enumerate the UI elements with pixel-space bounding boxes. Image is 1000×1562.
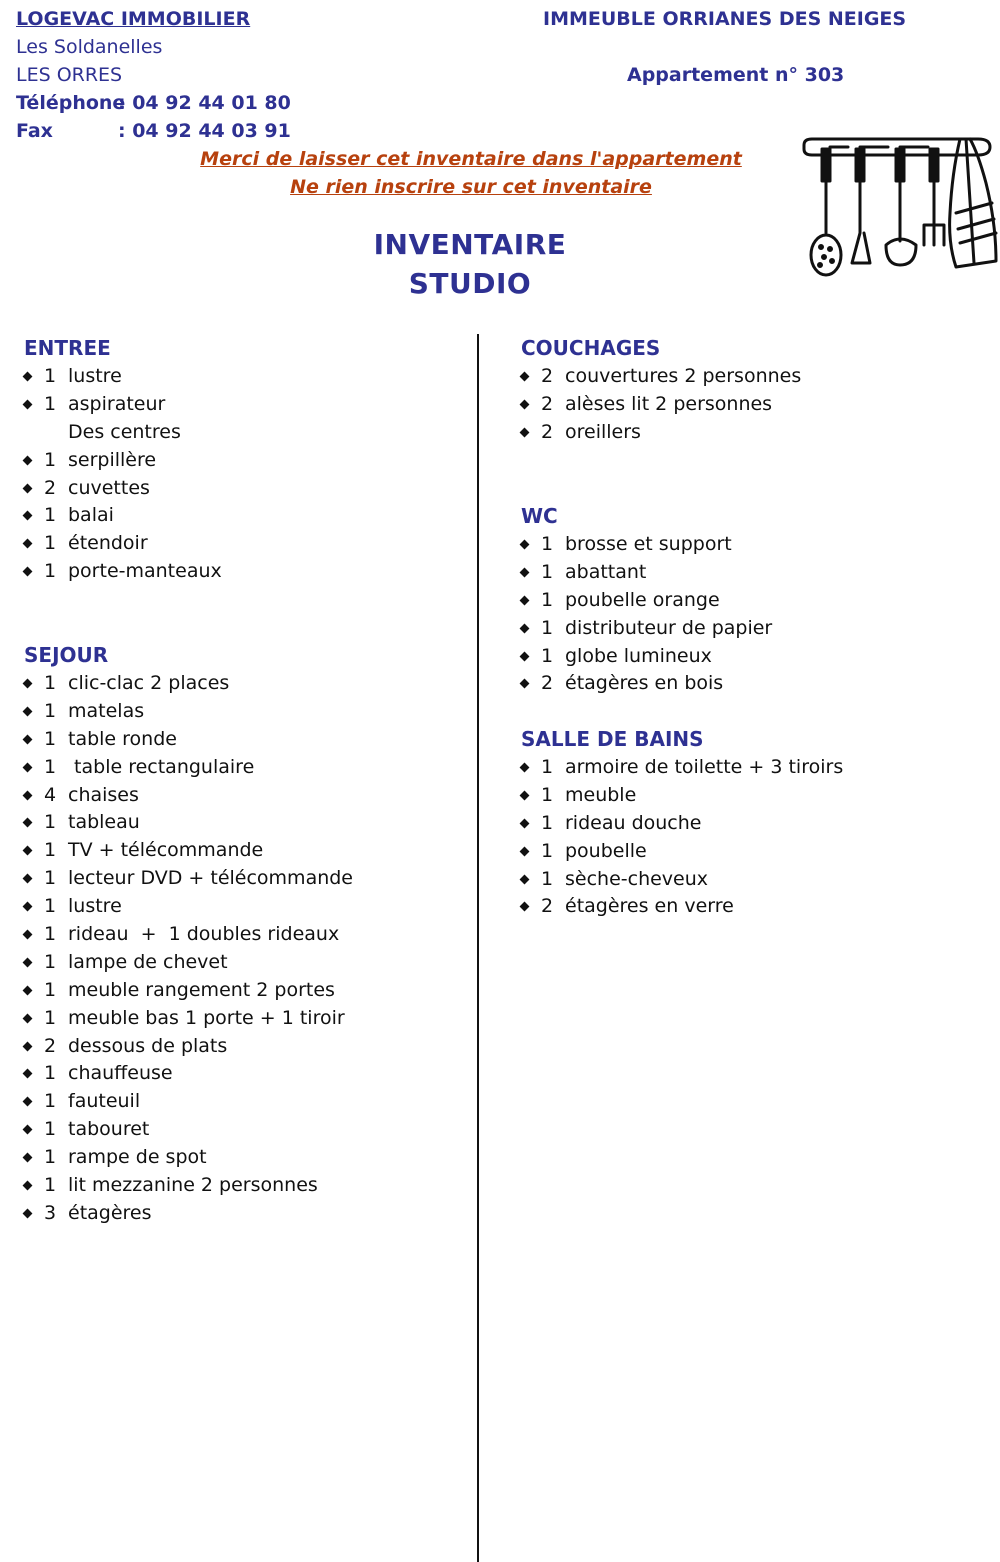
notice-leave-inventory: Merci de laisser cet inventaire dans l'appartement	[200, 148, 742, 170]
agency-address-line2: LES ORRES	[16, 64, 123, 86]
bullet-icon	[23, 1125, 33, 1135]
item-quantity: 1	[44, 392, 57, 415]
agency-address-line1: Les Soldanelles	[16, 36, 163, 58]
list-item	[24, 725, 353, 753]
list-item	[521, 865, 843, 893]
bullet-icon	[23, 846, 33, 856]
item-quantity: 1	[44, 1118, 57, 1141]
bullet-icon	[23, 1097, 33, 1107]
item-quantity: 1	[541, 533, 554, 555]
item-quantity: 1	[44, 1062, 57, 1085]
item-quantity: 1	[44, 532, 57, 555]
fax-number: : 04 92 44 03 91	[118, 120, 291, 142]
list-item	[24, 892, 353, 920]
item-label: dessous de plats	[68, 1034, 228, 1057]
list-item	[521, 642, 772, 670]
bullet-icon	[520, 595, 530, 605]
bullet-icon	[520, 427, 530, 437]
list-item	[521, 390, 801, 418]
item-label: oreillers	[565, 420, 641, 443]
bullet-icon	[23, 567, 33, 577]
section-salle-de-bains	[521, 725, 843, 920]
bullet-icon	[23, 455, 33, 465]
list-item	[521, 809, 843, 837]
item-label: armoire de toilette + 3 tiroirs	[565, 756, 844, 778]
item-label: distributeur de papier	[565, 616, 773, 639]
item-label: lampe de chevet	[68, 950, 228, 973]
item-quantity: 1	[541, 588, 554, 611]
page-subtitle: STUDIO	[408, 267, 532, 300]
bullet-icon	[23, 985, 33, 995]
building-name: IMMEUBLE ORRIANES DES NEIGES	[543, 8, 907, 30]
list-item	[24, 474, 222, 502]
item-quantity: 1	[541, 867, 554, 890]
bullet-icon	[23, 1041, 33, 1051]
item-quantity: 1	[44, 755, 57, 778]
section-title-sejour: SEJOUR	[24, 643, 109, 667]
bullet-icon	[23, 1153, 33, 1163]
list-item	[24, 697, 353, 725]
page-title: INVENTAIRE	[373, 228, 567, 261]
bullet-icon	[23, 902, 33, 912]
item-quantity: 2	[541, 420, 554, 443]
item-label: meuble bas 1 porte + 1 tiroir	[68, 1006, 345, 1029]
list-item	[521, 614, 772, 642]
list-item	[24, 669, 353, 697]
item-quantity: 1	[44, 811, 57, 834]
bullet-icon	[23, 1069, 33, 1079]
item-label: abattant	[565, 560, 647, 583]
list-item	[24, 753, 353, 781]
item-label: poubelle	[565, 839, 647, 862]
column-divider	[477, 334, 479, 1562]
bullet-icon	[23, 930, 33, 940]
item-quantity: 1	[44, 504, 57, 527]
item-label: rideau douche	[565, 811, 702, 834]
item-label: brosse et support	[565, 533, 732, 555]
item-label: lustre	[68, 895, 122, 918]
item-label: fauteuil	[68, 1090, 141, 1113]
item-quantity: 1	[44, 699, 57, 722]
item-label: tabouret	[68, 1118, 150, 1141]
list-item	[24, 390, 222, 418]
list-item	[521, 753, 843, 781]
bullet-icon	[520, 874, 530, 884]
item-quantity: 2	[541, 392, 554, 415]
item-label: lustre	[68, 365, 122, 387]
list-item	[24, 920, 353, 948]
item-quantity: 1	[44, 560, 57, 583]
item-label: meuble rangement 2 portes	[68, 978, 335, 1001]
fax-label: Fax	[16, 120, 53, 142]
list-item	[521, 837, 843, 865]
item-quantity: 1	[541, 616, 554, 639]
item-quantity: 1	[44, 1174, 57, 1197]
item-quantity: 1	[541, 783, 554, 806]
bullet-icon	[520, 399, 530, 409]
item-label: Des centres	[68, 420, 181, 443]
list-item	[24, 529, 222, 557]
item-label: rampe de spot	[68, 1146, 207, 1169]
phone-number: : 04 92 44 01 80	[118, 92, 291, 114]
item-label: tableau	[68, 811, 140, 834]
bullet-icon	[520, 540, 530, 550]
list-item	[24, 1059, 353, 1087]
item-quantity: 2	[541, 365, 554, 387]
item-quantity: 1	[541, 839, 554, 862]
agency-name: LOGEVAC IMMOBILIER	[16, 8, 251, 30]
item-label: étagères en bois	[565, 672, 724, 695]
item-label: table rectangulaire	[68, 755, 255, 778]
item-quantity: 1	[44, 1146, 57, 1169]
list-item	[24, 781, 353, 809]
list-item	[24, 1143, 353, 1171]
item-label: lit mezzanine 2 personnes	[68, 1174, 318, 1197]
item-label: matelas	[68, 699, 145, 722]
bullet-icon	[23, 1013, 33, 1023]
phone-label: Téléphone	[16, 92, 126, 114]
bullet-icon	[520, 902, 530, 912]
item-label: sèche-cheveux	[565, 867, 709, 890]
list-item	[24, 446, 222, 474]
item-label: poubelle orange	[565, 588, 720, 611]
item-quantity: 1	[44, 923, 57, 946]
item-label: étendoir	[68, 532, 148, 555]
item-quantity: 1	[44, 895, 57, 918]
notice-do-not-write: Ne rien inscrire sur cet inventaire	[290, 176, 652, 198]
bullet-icon	[23, 1181, 33, 1191]
apartment-number: Appartement n° 303	[627, 64, 845, 86]
item-label: meuble	[565, 783, 637, 806]
list-item	[24, 1087, 353, 1115]
bullet-icon	[23, 399, 33, 409]
list-item	[24, 808, 353, 836]
item-label: balai	[68, 504, 114, 527]
section-title-wc: WC	[521, 504, 558, 528]
item-quantity: 2	[541, 672, 554, 695]
list-item	[24, 1004, 353, 1032]
list-item	[521, 362, 801, 390]
list-item	[24, 418, 222, 446]
item-label: étagères en verre	[565, 895, 734, 918]
bullet-icon	[520, 818, 530, 828]
bullet-icon	[23, 483, 33, 493]
item-quantity: 1	[44, 950, 57, 973]
list-item	[24, 976, 353, 1004]
item-quantity: 1	[541, 560, 554, 583]
list-item	[24, 836, 353, 864]
bullet-icon	[520, 623, 530, 633]
section-title-couchages: COUCHAGES	[521, 336, 661, 360]
item-label: table ronde	[68, 727, 177, 750]
item-label: porte-manteaux	[68, 560, 222, 583]
item-label: serpillère	[68, 448, 157, 471]
section-sejour	[24, 641, 353, 1227]
list-item	[24, 1199, 353, 1227]
section-entree	[24, 334, 222, 585]
list-item	[24, 864, 353, 892]
item-label: chauffeuse	[68, 1062, 173, 1085]
bullet-icon	[520, 790, 530, 800]
item-quantity: 1	[541, 811, 554, 834]
item-label: aspirateur	[68, 392, 166, 415]
bullet-icon	[23, 511, 33, 521]
bullet-icon	[520, 372, 530, 382]
item-quantity: 1	[541, 644, 554, 667]
bullet-icon	[23, 372, 33, 382]
bullet-icon	[520, 679, 530, 689]
list-item	[24, 1115, 353, 1143]
bullet-icon	[23, 762, 33, 772]
item-quantity: 1	[44, 672, 57, 694]
list-item	[24, 1171, 353, 1199]
section-title-salle-de-bains: SALLE DE BAINS	[521, 727, 704, 751]
list-item	[24, 557, 222, 585]
list-item	[24, 501, 222, 529]
list-item	[24, 948, 353, 976]
bullet-icon	[23, 957, 33, 967]
item-label: alèses lit 2 personnes	[565, 392, 773, 415]
list-item	[521, 530, 772, 558]
item-quantity: 2	[44, 1034, 57, 1057]
item-quantity: 1	[44, 978, 57, 1001]
item-quantity: 4	[44, 783, 57, 806]
section-title-entree: ENTREE	[24, 336, 111, 360]
bullet-icon	[23, 790, 33, 800]
item-label: chaises	[68, 783, 139, 806]
bullet-icon	[23, 874, 33, 884]
list-item	[521, 892, 843, 920]
item-quantity: 1	[44, 867, 57, 890]
section-couchages	[521, 334, 801, 446]
bullet-icon	[520, 763, 530, 773]
item-label: étagères	[68, 1201, 152, 1224]
item-label: TV + télécommande	[68, 839, 264, 862]
list-item	[521, 418, 801, 446]
kitchen-utensils-icon	[800, 133, 1000, 278]
item-quantity: 2	[541, 895, 554, 918]
item-label: lecteur DVD + télécommande	[68, 867, 353, 890]
bullet-icon	[23, 706, 33, 716]
item-quantity: 1	[44, 727, 57, 750]
item-quantity: 2	[44, 476, 57, 499]
bullet-icon	[520, 651, 530, 661]
item-quantity: 1	[541, 756, 554, 778]
bullet-icon	[23, 539, 33, 549]
item-label: globe lumineux	[565, 644, 712, 667]
item-label: cuvettes	[68, 476, 150, 499]
list-item	[24, 362, 222, 390]
item-quantity: 3	[44, 1201, 57, 1224]
item-label: clic-clac 2 places	[68, 672, 230, 694]
bullet-icon	[23, 679, 33, 689]
bullet-icon	[23, 734, 33, 744]
item-quantity: 1	[44, 365, 57, 387]
item-quantity: 1	[44, 1006, 57, 1029]
item-quantity: 1	[44, 448, 57, 471]
section-wc	[521, 502, 772, 697]
item-label: rideau + 1 doubles rideaux	[68, 923, 340, 946]
bullet-icon	[23, 818, 33, 828]
item-label: couvertures 2 personnes	[565, 365, 802, 387]
list-item	[521, 669, 772, 697]
list-item	[521, 586, 772, 614]
bullet-icon	[520, 567, 530, 577]
bullet-icon	[23, 1208, 33, 1218]
item-quantity: 1	[44, 839, 57, 862]
list-item	[521, 558, 772, 586]
bullet-icon	[520, 846, 530, 856]
item-quantity: 1	[44, 1090, 57, 1113]
list-item	[24, 1032, 353, 1060]
list-item	[521, 781, 843, 809]
